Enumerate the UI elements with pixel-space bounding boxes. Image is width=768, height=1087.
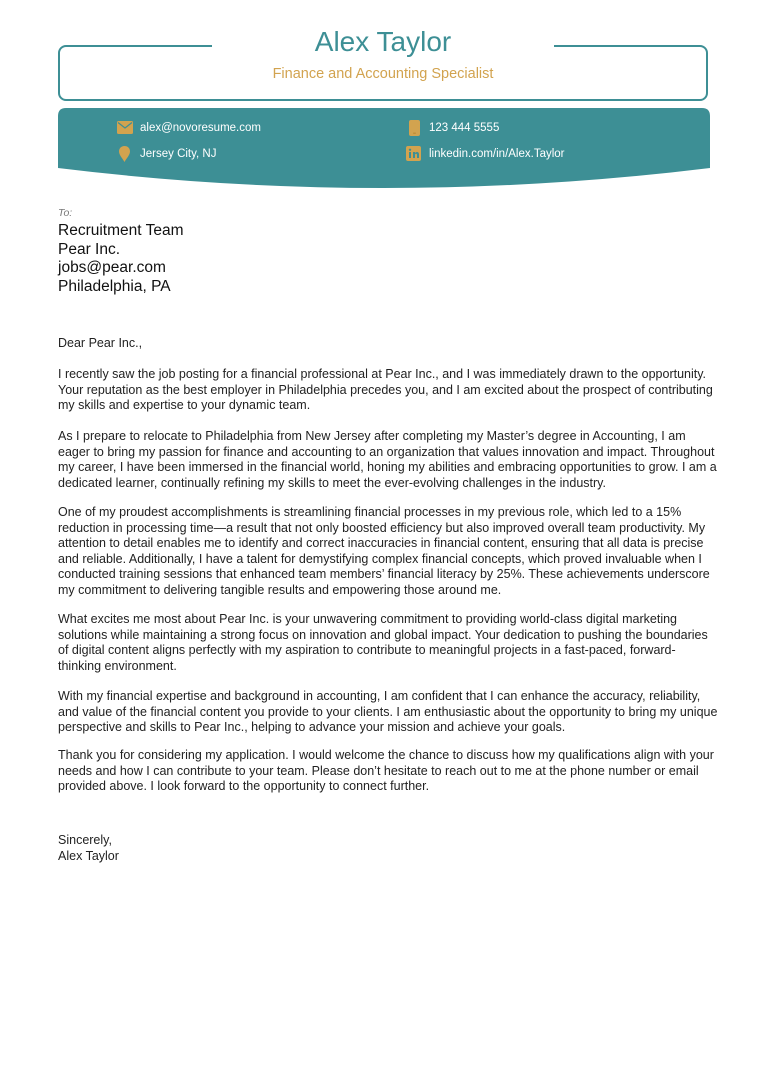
recipient-block bbox=[58, 222, 183, 296]
linkedin-icon bbox=[406, 146, 421, 161]
applicant-name: Alex Taylor bbox=[314, 26, 452, 57]
name-container bbox=[212, 20, 554, 64]
recipient-line: jobs@pear.com bbox=[58, 259, 166, 276]
greeting: Dear Pear Inc., bbox=[58, 336, 143, 350]
location-text: Jersey City, NJ bbox=[140, 148, 217, 160]
letter-paragraph: Thank you for considering my application. I would welcome the chance to discuss how my qualifications align with your needs and how I can contribute to your team. Please don’t hesitate to reach out to me at the phone number or email provided above. I look forward to the opportunity to connect further. bbox=[58, 748, 714, 793]
letter-paragraph: With my financial expertise and background in accounting, I am confident that I can enhance the accuracy, reliability, and value of the financial content you provide to your clients. I am enthusiastic about the opportunity to bring my unique perspective and skills to Pear Inc., helping to advance your mission and achieve your goals. bbox=[58, 689, 718, 734]
closing-block bbox=[58, 833, 718, 864]
phone-text[interactable]: 123 444 5555 bbox=[429, 122, 500, 134]
letter-paragraph: As I prepare to relocate to Philadelphia from New Jersey after completing my Master’s degree in Accounting, I am eager to bring my passion for finance and accounting to an organization that values innovation and impact. Throughout my career, I have been immersed in the financial world, honing my abilities and embracing opportunities to grow. I am a dedicated learner, continually refining my skills to meet the ever-evolving challenges in the industry. bbox=[58, 429, 717, 490]
linkedin-text[interactable]: linkedin.com/in/Alex.Taylor bbox=[429, 148, 565, 160]
letter-paragraph: One of my proudest accomplishments is streamlining financial processes in my previous role, which led to a 15% reduction in processing time—a result that not only boosted efficiency but also improved overall team productivity. My attention to detail enables me to identify and correct inaccuracies in financial content, ensuring that all data is precise and reliable. Additionally, I have a talent for demystifying complex financial concepts, which proved invaluable when I conducted training sessions that enhanced team members’ financial literacy by 25%. These achievements underscore my commitment to delivering tangible results and empowering those around me. bbox=[58, 505, 710, 597]
recipient-line: Recruitment Team bbox=[58, 222, 184, 239]
letter-paragraph: What excites me most about Pear Inc. is your unwavering commitment to providing world-class digital marketing solutions while maintaining a strong focus on innovation and global impact. Your dedication to pushing the boundaries of digital content aligns perfectly with my aspiration to contribute to meaningful projects in a fast-paced, forward-thinking environment. bbox=[58, 612, 708, 673]
closing-text: Sincerely, bbox=[58, 833, 112, 847]
location-pin-icon bbox=[119, 146, 130, 162]
email-text[interactable]: alex@novoresume.com bbox=[140, 122, 261, 134]
letter-paragraph: I recently saw the job posting for a financial professional at Pear Inc., and I was immediately drawn to the opportunity. Your reputation as the best employer in Philadelphia precedes you, and I am excited about the prospect of contributing my skills and expertise to your dynamic team. bbox=[58, 367, 713, 412]
applicant-title: Finance and Accounting Specialist bbox=[272, 66, 494, 82]
to-label: To: bbox=[58, 207, 73, 219]
phone-icon bbox=[409, 120, 420, 136]
recipient-line: Pear Inc. bbox=[58, 240, 121, 258]
recipient-line: Philadelphia, PA bbox=[58, 277, 171, 295]
envelope-icon bbox=[117, 121, 133, 134]
signature: Alex Taylor bbox=[58, 848, 119, 863]
